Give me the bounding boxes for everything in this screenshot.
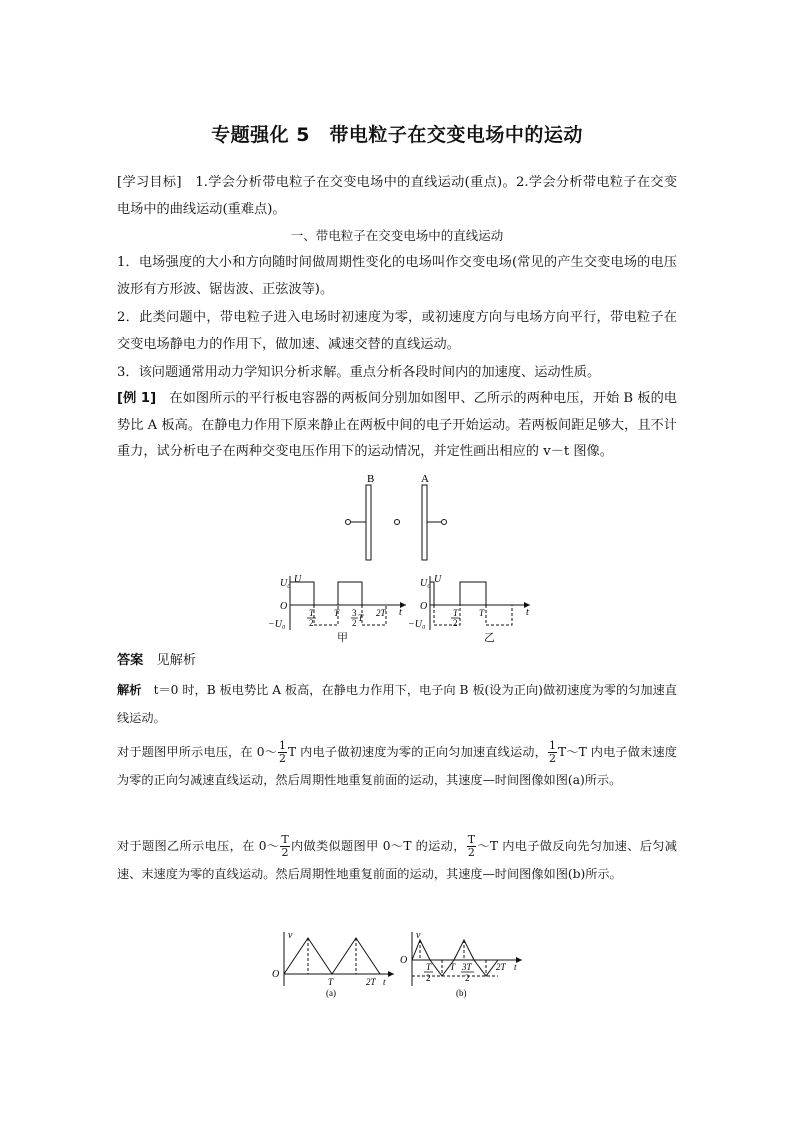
p3-text-b: 内做类似题图甲 0～T 的运动，: [290, 839, 466, 853]
v-label: v: [288, 930, 293, 941]
origin-label: O: [280, 601, 288, 612]
t-label: t: [383, 977, 386, 987]
goals-text: 1.学会分析带电粒子在交变电场中的直线运动(重点)。2.学会分析带电粒子在交变电场中的曲线运动(重难点)。: [117, 175, 678, 217]
section-heading: 一、带电粒子在交变电场中的直线运动: [290, 228, 504, 243]
plate-b-label: B: [367, 473, 375, 485]
plate-a-label: A: [421, 473, 429, 485]
answer: [117, 648, 677, 675]
t-label: t: [514, 962, 517, 972]
fraction-t-half-2: [467, 834, 476, 859]
frac-den: 2: [548, 752, 556, 765]
velocity-graph-b: [398, 928, 528, 1000]
origin-label: O: [420, 601, 428, 612]
p2-text-b: T 内电子做初速度为零的正向匀加速直线运动，: [288, 745, 547, 759]
point-3: 3．该问题通常用动力学知识分析求解。重点分析各段时间内的加速度、运动性质。: [117, 365, 601, 380]
origin-label: O: [272, 969, 280, 980]
tick-3t2-t: T: [358, 613, 364, 623]
example-text: 在如图所示的平行板电容器的两板间分别加如图甲、乙所示的两种电压，开始 B 板的电势比 A 板高。在静电力作用下原来静止在两板中间的电子开始运动。若两板间距足够大，且不计重力，试分析电子在两种交变电压作用下的运动情况，并定性画出相应的 v－t 图像。: [117, 391, 677, 459]
frac-num: T: [467, 833, 476, 846]
tick-t2-den: 2: [309, 618, 314, 628]
tick-t2-num: T: [426, 962, 432, 972]
t-label: t: [399, 607, 402, 618]
tick-3t2-num: 3T: [462, 962, 472, 972]
caption-a: (a): [326, 988, 336, 998]
frac-num: 1: [279, 739, 287, 752]
learning-goals: [117, 170, 677, 223]
u0-label: U₀: [280, 578, 291, 589]
tick-t: T: [479, 608, 485, 618]
frac-den: 2: [467, 846, 475, 859]
yi-caption: 乙: [484, 631, 495, 644]
terminal-b: [346, 520, 351, 525]
example-1: [117, 386, 677, 466]
goals-label: [学习目标]: [117, 175, 182, 190]
tick-t2-num: T: [309, 608, 315, 618]
tick-t2-den: 2: [453, 618, 458, 628]
tick-2t: 2T: [376, 608, 386, 618]
analysis-p2: [117, 738, 677, 794]
p2-text-a: 对于题图甲所示电压，在 0～: [117, 745, 278, 759]
jia-caption: 甲: [337, 631, 348, 644]
fraction-half: [278, 740, 287, 765]
neg-pulse-2: [486, 605, 512, 625]
p3-text-c: ～T 内电子做反向先匀加速、后匀减速、末速度为零的直线运动。然后周期性地重复前面的运动，其速度—时间图像如图(b)所示。: [117, 839, 677, 881]
plate-b: [366, 485, 371, 560]
pulse-2: [338, 582, 362, 605]
voltage-graph-yi: [408, 572, 533, 644]
frac-num: T: [281, 833, 289, 846]
frac-den: 2: [279, 752, 287, 765]
tick-3t2-num: 3: [352, 608, 357, 618]
analysis-p3: [117, 832, 677, 888]
terminal-a: [442, 520, 447, 525]
frac-num: 1: [548, 739, 556, 752]
point-2: 2．此类问题中，带电粒子进入电场时初速度为零，或初速度方向与电场方向平行，带电粒子在交变电场静电力的作用下，做加速、减速交替的直线运动。: [117, 310, 677, 352]
origin-label: O: [400, 955, 408, 966]
fraction-half-2: [548, 740, 557, 765]
plate-a: [422, 485, 427, 560]
analysis-text: t＝0 时，B 板电势比 A 板高，在静电力作用下，电子向 B 板(设为正向)做初速度为零的匀加速直线运动。: [117, 683, 677, 725]
caption-b: (b): [456, 988, 467, 998]
p2-text-c: T～T 内电子做末速度为零的正向匀减速直线运动，然后周期性地重复前面的运动，其速度—时间图像如图(a)所示。: [117, 745, 677, 787]
tick-2t: 2T: [366, 977, 376, 987]
analysis-label: 解析: [117, 683, 142, 697]
tick-3t2-den: 2: [465, 973, 470, 983]
electron: [395, 520, 400, 525]
neg-u0-label: −U₀: [268, 619, 286, 630]
pulse-1: [290, 582, 314, 605]
frac-den: 2: [281, 846, 289, 859]
fraction-t-half: [280, 834, 289, 859]
page-title: 专题强化 5 带电粒子在交变电场中的运动: [211, 124, 583, 146]
neg-u0-label: −U₀: [408, 619, 426, 630]
tick-t2-num: T: [453, 608, 459, 618]
tick-2t: 2T: [496, 962, 506, 972]
velocity-line: [284, 938, 380, 974]
u-label: U: [434, 574, 442, 585]
u0-label: U₀: [420, 578, 431, 589]
tick-t: T: [334, 608, 340, 618]
t-label: t: [526, 607, 529, 618]
answer-text: 见解析: [143, 653, 197, 668]
point-1: 1．电场强度的大小和方向随时间做周期性变化的电场叫作交变电场(常见的产生交变电场的电压波形有方形波、锯齿波、正弦波等)。: [117, 255, 677, 297]
example-label: [例 1]: [117, 391, 157, 406]
velocity-graph-a: [268, 928, 398, 1000]
tick-t: T: [450, 962, 456, 972]
capacitor-figure: [330, 470, 460, 570]
tick-3t2-den: 2: [352, 618, 357, 628]
p3-text-a: 对于题图乙所示电压，在 0～: [117, 839, 280, 853]
tick-t2-den: 2: [426, 973, 431, 983]
v-label: v: [416, 930, 421, 941]
pulse-2: [460, 582, 486, 605]
answer-label: 答案: [117, 653, 144, 668]
tick-t: T: [328, 977, 334, 987]
analysis-p1: [117, 676, 677, 732]
u-label: U: [294, 574, 302, 585]
